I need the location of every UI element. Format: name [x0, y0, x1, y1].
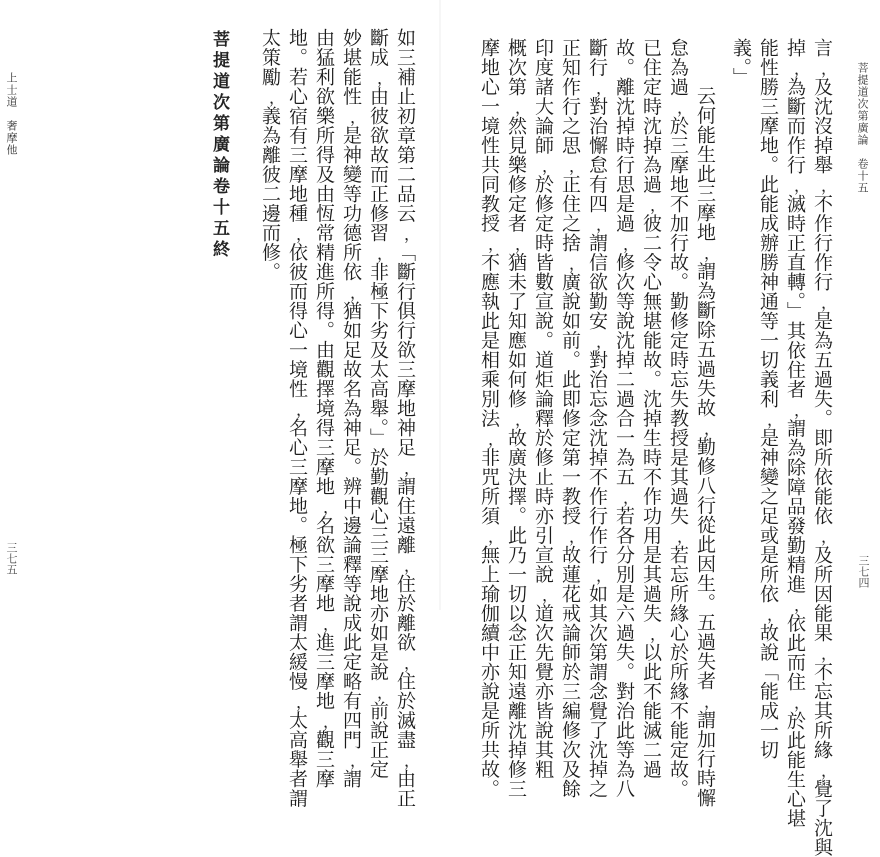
- text-column-2: 掉﹐為斷而作行﹐滅時正直轉。」其依住者﹐謂為除障品發勤精進﹐依此而住﹐於此能生心堪: [784, 38, 806, 828]
- running-header-right: 菩提道次第廣論 卷十五: [856, 62, 869, 194]
- volume-end-title: 菩提道次第廣論卷十五終: [209, 30, 229, 261]
- text-column-7: 已住定時沈掉為過﹐彼二令心無堪能故。沈掉生時不作功用是其過失﹐以此不能滅二過: [640, 38, 662, 779]
- left-page: [0, 0, 440, 808]
- text-column-1: 如三補止初章第二品云﹐「斷行俱行欲三摩地神足﹐謂住遠離﹐住於離欲﹐住於滅盡﹐由正: [394, 28, 416, 808]
- text-column-6: 太策勵﹐義為離彼二邊而修。: [259, 28, 281, 282]
- running-header-left: 上士道 奢摩他: [5, 72, 18, 156]
- text-column-5: 地。若心宿有三摩地種﹐依彼而得心一境性﹐名心三摩地。極下劣者謂太緩慢﹐太高舉者謂: [286, 28, 308, 808]
- text-column-2: 斷成﹐由彼欲故而正修習﹐非極下劣及太高舉。」於勤觀心三三摩地亦如是說﹐前說正定: [367, 28, 389, 779]
- text-column-3: 能性勝三摩地。此能成辦勝神通等一切義利﹐是神變之足或是所依﹐故說「能成一切: [757, 38, 779, 760]
- text-column-5: 云何能生此三摩地﹐謂為斷除五過失故﹐勤修八行從此因生。五過失者﹐謂加行時懈: [694, 86, 716, 808]
- text-column-10: 正知作行之思﹐正住之捨﹐廣說如前。此即修定第一教授﹐故蓮花戒論師於三編修次及餘: [559, 38, 581, 799]
- text-column-12: 概次第﹐然見樂修定者﹐猶未了知應如何修﹐故廣決擇。此乃一切以念正知遠離沈掉修三: [505, 38, 527, 799]
- text-column-11: 印度諸大論師﹐於修定時皆數宣說。道炬論釋於修止時亦引宣說﹐道次先覺亦皆說其粗: [532, 38, 554, 779]
- text-column-4: 義。」: [730, 38, 752, 87]
- page-number-left: 三七五: [5, 542, 18, 575]
- page-number-right: 三七四: [857, 555, 870, 588]
- text-column-8: 故。離沈掉時行思是過﹐修次等說沈掉二過合一為五﹐若各分別是六過失。對治此等為八: [613, 38, 635, 799]
- right-page: [440, 0, 880, 857]
- text-column-9: 斷行﹐對治懈怠有四﹐謂信欲勤安﹐對治忘念沈掉不作行作行﹐如其次第謂念覺了沈掉之: [586, 38, 608, 799]
- text-column-3: 妙堪能性﹐是神變等功德所依﹐猶如足故名為神足。辨中邊論釋等說成此定略有四門﹐謂: [340, 28, 362, 789]
- text-column-4: 由猛利欲樂所得及由恆常精進所得。由觀擇境得三摩地﹐名欲三摩地﹐進三摩地﹐觀三摩: [313, 28, 335, 789]
- text-column-6: 怠為過﹐於三摩地不加行故。勤修定時忘失教授是其過失﹐若忘所緣心於所緣不能定故。: [667, 38, 689, 799]
- text-column-13: 摩地心一境性共同教授﹐不應執此是相乘別法﹐非咒所須﹐無上瑜伽續中亦說是所共故。: [478, 38, 500, 799]
- text-column-1: 言﹐及沈沒掉舉﹐不作行作行﹐是為五過失。即所依能依﹐及所因能果﹐不忘其所緣﹐覺了沈與: [811, 38, 833, 857]
